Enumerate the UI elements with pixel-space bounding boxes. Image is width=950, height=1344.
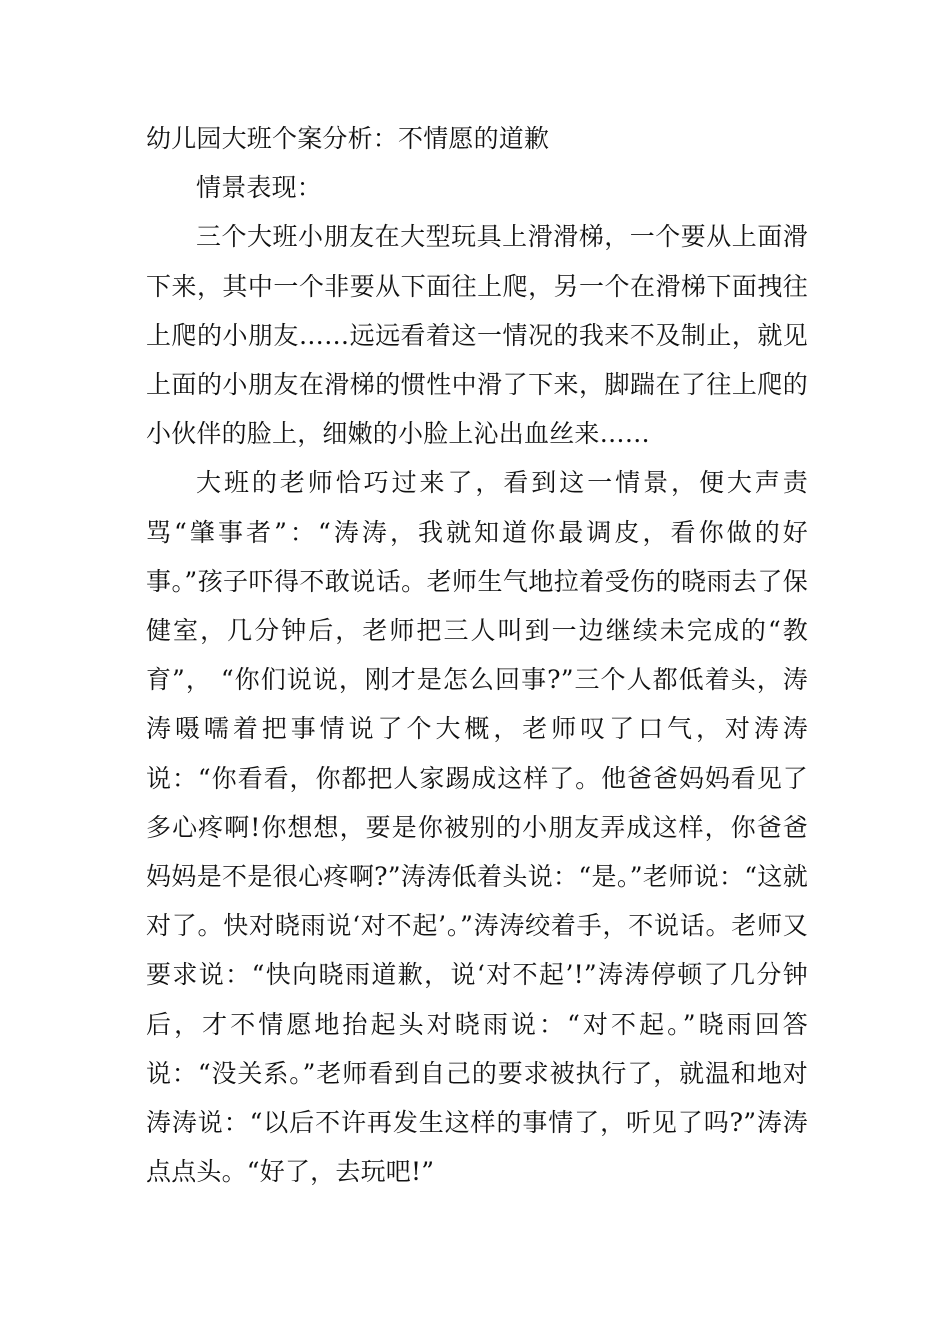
section-heading: 情景表现： — [196, 173, 323, 203]
document-page — [146, 114, 808, 1196]
document-title: 幼儿园大班个案分析：不情愿的道歉 — [146, 124, 550, 153]
paragraph-teacher-response: 大班的老师恰巧过来了，看到这一情景，便大声责骂“肇事者”：“涛涛，我就知道你最调皮，看你做的好事。”孩子吓得不敢说话。老师生气地拉着受伤的晓雨去了保健室，几分钟后，老师把三人叫到一边继续未完成的“教育”， “你们说说，刚才是怎么回事?”三个人都低着头，涛涛嗫嚅着把事情说了个大概，老师叹了口气，对涛涛说：“你看看，你都把人家踢成这样了。他爸爸妈妈看见了多心疼啊!你想想，要是你被别的小朋友弄成这样，你爸爸妈妈是不是很心疼啊?”涛涛低着头说：“是。”老师说：“这就对了。快对晓雨说‘对不起’。”涛涛绞着手，不说话。老师又要求说：“快向晓雨道歉，说‘对不起’!”涛涛停顿了几分钟后，才不情愿地抬起头对晓雨说：“对不起。”晓雨回答说：“没关系。”老师看到自己的要求被执行了，就温和地对涛涛说：“以后不许再发生这样的事情了，听见了吗?”涛涛点点头。“好了，去玩吧!” — [146, 468, 808, 1187]
paragraph-scene: 三个大班小朋友在大型玩具上滑滑梯，一个要从上面滑下来，其中一个非要从下面往上爬，另一个在滑梯下面拽往上爬的小朋友……远远看着这一情况的我来不及制止，就见上面的小朋友在滑梯的惯性中滑了下来，脚踹在了往上爬的小伙伴的脸上，细嫩的小脸上沁出血丝来…… — [146, 222, 808, 449]
